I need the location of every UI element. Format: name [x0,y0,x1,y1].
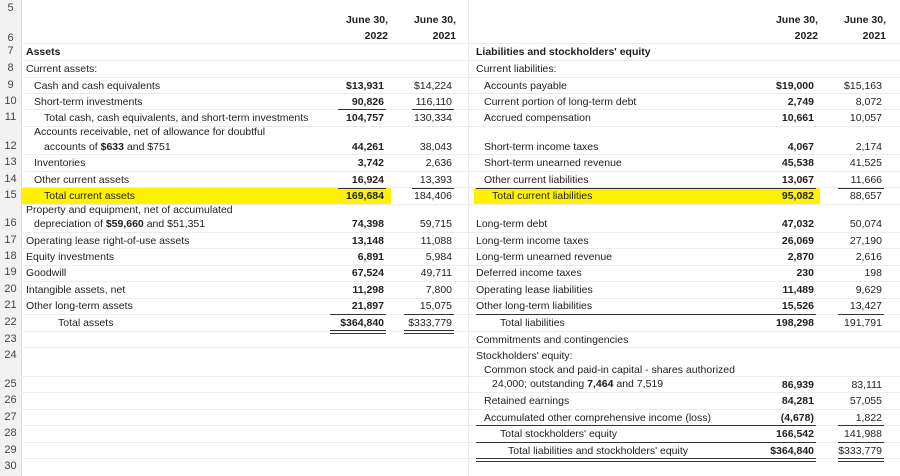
underline [412,188,454,189]
intangibles-2021: 7,800 [425,284,452,296]
other-lt-liab-2022: 15,526 [781,300,814,312]
total-assets-2021: $333,779 [408,317,452,329]
row-number[interactable]: 21 [4,299,17,311]
gridline [21,248,900,249]
total-current-assets-2022: 169,684 [346,190,384,202]
other-lt-liab-label: Other long-term liabilities [476,300,593,312]
total-cash-2021: 130,334 [414,112,452,124]
common-stock-label-line2: 24,000; outstanding 7,464 and 7,519 [492,378,664,390]
inventories-2021: 2,636 [425,157,452,169]
row-number[interactable]: 19 [4,266,17,278]
current-liabilities-label: Current liabilities: [476,63,557,75]
cash-2021: $14,224 [414,80,452,92]
aoci-2022: (4,678) [780,412,814,424]
current-ltd-label: Current portion of long-term debt [484,96,637,108]
retained-earnings-label: Retained earnings [484,395,570,407]
row-number[interactable]: 14 [4,173,17,185]
total-le-2021: $333,779 [838,445,882,457]
total-current-liab-2022: 95,082 [781,190,814,202]
gridline [21,109,900,110]
row-number[interactable]: 16 [4,217,17,229]
op-lease-liab-2021: 9,629 [855,284,882,296]
other-lt-assets-2022: 21,897 [351,300,384,312]
header-2022-line1: June 30, [775,14,818,26]
op-lease-liab-2022: 11,489 [782,284,814,296]
row-number[interactable]: 18 [4,250,17,262]
op-lease-liab-label: Operating lease liabilities [476,284,593,296]
goodwill-2021: 49,711 [420,267,452,279]
row-number[interactable]: 17 [4,234,17,246]
ppe-label-line2: depreciation of $59,660 and $51,351 [34,218,206,230]
inventories-2022: 3,742 [357,157,384,169]
gridline [21,298,900,299]
row-number[interactable]: 20 [4,283,17,295]
other-current-assets-2022: 16,924 [351,174,384,186]
total-current-liab-label: Total current liabilities [492,190,593,202]
row-number[interactable]: 8 [7,62,14,74]
underline [838,188,884,189]
gridline [21,331,900,332]
goodwill-2022: 67,524 [351,267,384,279]
row-number[interactable]: 30 [4,460,17,472]
lt-income-taxes-label: Long-term income taxes [476,235,589,247]
lt-unearned-2021: 2,616 [855,251,882,263]
other-current-liab-2022: 13,067 [781,174,814,186]
row-number[interactable]: 15 [4,189,17,201]
st-investments-label: Short-term investments [34,96,143,108]
row-number[interactable]: 6 [7,32,14,44]
deferred-tax-label: Deferred income taxes [476,267,582,279]
gridline [21,347,900,348]
aoci-2021: 1,822 [855,412,882,424]
lt-debt-label: Long-term debt [476,218,548,230]
accounts-payable-2021: $15,163 [844,80,882,92]
header-2021-line1: June 30, [843,14,886,26]
op-lease-rou-2021: 11,088 [420,235,452,247]
receivable-2022: 44,261 [351,141,384,153]
gridline [21,77,900,78]
row-number[interactable]: 13 [4,156,17,168]
equity-investments-label: Equity investments [26,251,115,263]
equity-investments-2021: 5,984 [425,251,452,263]
goodwill-label: Goodwill [26,267,67,279]
underline [338,188,386,189]
total-cash-2022: 104,757 [346,112,384,124]
row-number[interactable]: 23 [4,333,17,345]
stockholders-equity-label: Stockholders' equity: [476,350,573,362]
intangibles-2022: 11,298 [352,284,384,296]
receivable-2021: 38,043 [419,141,452,153]
inventories-label: Inventories [34,157,86,169]
total-liabilities-label: Total liabilities [500,317,565,329]
other-current-liab-label: Other current liabilities [484,174,589,186]
underline [838,425,884,426]
st-investments-2022: 90,826 [351,96,384,108]
row-number[interactable]: 24 [4,349,17,361]
other-lt-assets-label: Other long-term assets [26,300,133,312]
total-equity-2022: 166,542 [776,428,814,440]
deferred-tax-2021: 198 [864,267,882,279]
gridline [21,409,900,410]
assets-title: Assets [26,46,61,58]
equity-investments-2022: 6,891 [357,251,384,263]
gridline [21,43,900,44]
underline [412,109,454,110]
lt-debt-2021: 50,074 [849,218,882,230]
accounts-payable-label: Accounts payable [484,80,567,92]
row-number[interactable]: 5 [7,2,14,14]
header-2021-line1: June 30, [413,14,456,26]
total-current-liab-2021: 88,657 [849,190,882,202]
ppe-2021: 59,715 [419,218,452,230]
double-underline [838,458,884,462]
row-number[interactable]: 12 [4,140,17,152]
row-number[interactable]: 27 [4,411,17,423]
underline [404,314,454,315]
total-equity-label: Total stockholders' equity [500,428,617,440]
common-stock-2022: 86,939 [781,379,814,391]
total-le-label: Total liabilities and stockholders' equity [508,445,689,457]
header-2021-line2: 2021 [862,30,886,42]
liabilities-title: Liabilities and stockholders' equity [476,46,651,58]
deferred-tax-2022: 230 [796,267,814,279]
lt-debt-2022: 47,032 [781,218,814,230]
row-number[interactable]: 10 [4,95,17,107]
total-assets-2022: $364,840 [340,317,384,329]
underline [330,314,386,315]
st-unearned-2022: 45,538 [781,157,814,169]
total-liabilities-2022: 198,298 [776,317,814,329]
double-underline [476,458,816,462]
underline [476,425,816,426]
accrued-comp-2021: 10,057 [849,112,882,124]
retained-earnings-2021: 57,055 [849,395,882,407]
row-number[interactable]: 26 [4,394,17,406]
total-assets-label: Total assets [58,317,114,329]
total-current-assets-2021: 184,406 [414,190,452,202]
underline [338,109,386,110]
gridline [21,154,900,155]
underline [838,314,884,315]
gridline [21,60,900,61]
op-lease-rou-2022: 13,148 [351,235,384,247]
accrued-comp-2022: 10,661 [781,112,814,124]
header-2022-line1: June 30, [345,14,388,26]
lt-income-taxes-2022: 26,069 [781,235,814,247]
total-current-assets-label: Total current assets [44,190,136,202]
column-gridline [468,0,469,476]
underline [476,188,816,189]
row-number[interactable]: 11 [4,111,17,123]
lt-income-taxes-2021: 27,190 [849,235,882,247]
receivable-label-line2: accounts of $633 and $751 [44,141,171,153]
ppe-2022: 74,398 [351,218,384,230]
underline [838,442,884,443]
double-underline [330,330,386,334]
commitments-label: Commitments and contingencies [476,334,629,346]
retained-earnings-2022: 84,281 [781,395,814,407]
current-ltd-2022: 2,749 [787,96,814,108]
gridline [21,171,900,172]
row-number[interactable]: 7 [7,45,14,57]
total-le-2022: $364,840 [770,445,814,457]
st-investments-2021: 116,110 [415,96,452,108]
other-lt-liab-2021: 13,427 [849,300,882,312]
st-income-taxes-2021: 2,174 [855,141,882,153]
accounts-payable-2022: $19,000 [776,80,814,92]
other-current-liab-2021: 11,666 [850,174,882,186]
op-lease-rou-label: Operating lease right-of-use assets [26,235,190,247]
st-unearned-2021: 41,525 [849,157,882,169]
row-number[interactable]: 29 [4,444,17,456]
row-number[interactable]: 9 [7,79,14,91]
total-equity-2021: 141,988 [844,428,882,440]
accrued-comp-label: Accrued compensation [484,112,591,124]
gridline [21,232,900,233]
underline [476,442,816,443]
current-ltd-2021: 8,072 [855,96,882,108]
header-2022-line2: 2022 [794,30,818,42]
double-underline [404,330,454,334]
header-2021-line2: 2021 [432,30,456,42]
intangibles-label: Intangible assets, net [26,284,126,296]
cash-2022: $13,931 [346,80,384,92]
gridline [21,376,900,377]
lt-unearned-2022: 2,870 [787,251,814,263]
header-2022-line2: 2022 [364,30,388,42]
cash-label: Cash and cash equivalents [34,80,161,92]
underline [476,314,816,315]
total-liabilities-2021: 191,791 [844,317,882,329]
current-assets-label: Current assets: [26,63,98,75]
common-stock-label-line1: Common stock and paid-in capital - shares authorized [484,364,735,376]
gridline [21,93,900,94]
gridline [21,265,900,266]
total-cash-label: Total cash, cash equivalents, and short-term investments [44,112,309,124]
row-number[interactable]: 28 [4,427,17,439]
other-current-assets-2021: 13,393 [419,174,452,186]
gridline [21,281,900,282]
common-stock-2021: 83,111 [851,379,882,391]
gridline [21,392,900,393]
other-lt-assets-2021: 15,075 [419,300,452,312]
st-income-taxes-label: Short-term income taxes [484,141,599,153]
ppe-label-line1: Property and equipment, net of accumulated [26,204,233,216]
st-unearned-label: Short-term unearned revenue [484,157,622,169]
other-current-assets-label: Other current assets [34,174,130,186]
st-income-taxes-2022: 4,067 [787,141,814,153]
receivable-label-line1: Accounts receivable, net of allowance for doubtful [34,126,266,138]
lt-unearned-label: Long-term unearned revenue [476,251,613,263]
row-number[interactable]: 25 [4,378,17,390]
aoci-label: Accumulated other comprehensive income (loss) [484,412,712,424]
row-number[interactable]: 22 [4,316,17,328]
